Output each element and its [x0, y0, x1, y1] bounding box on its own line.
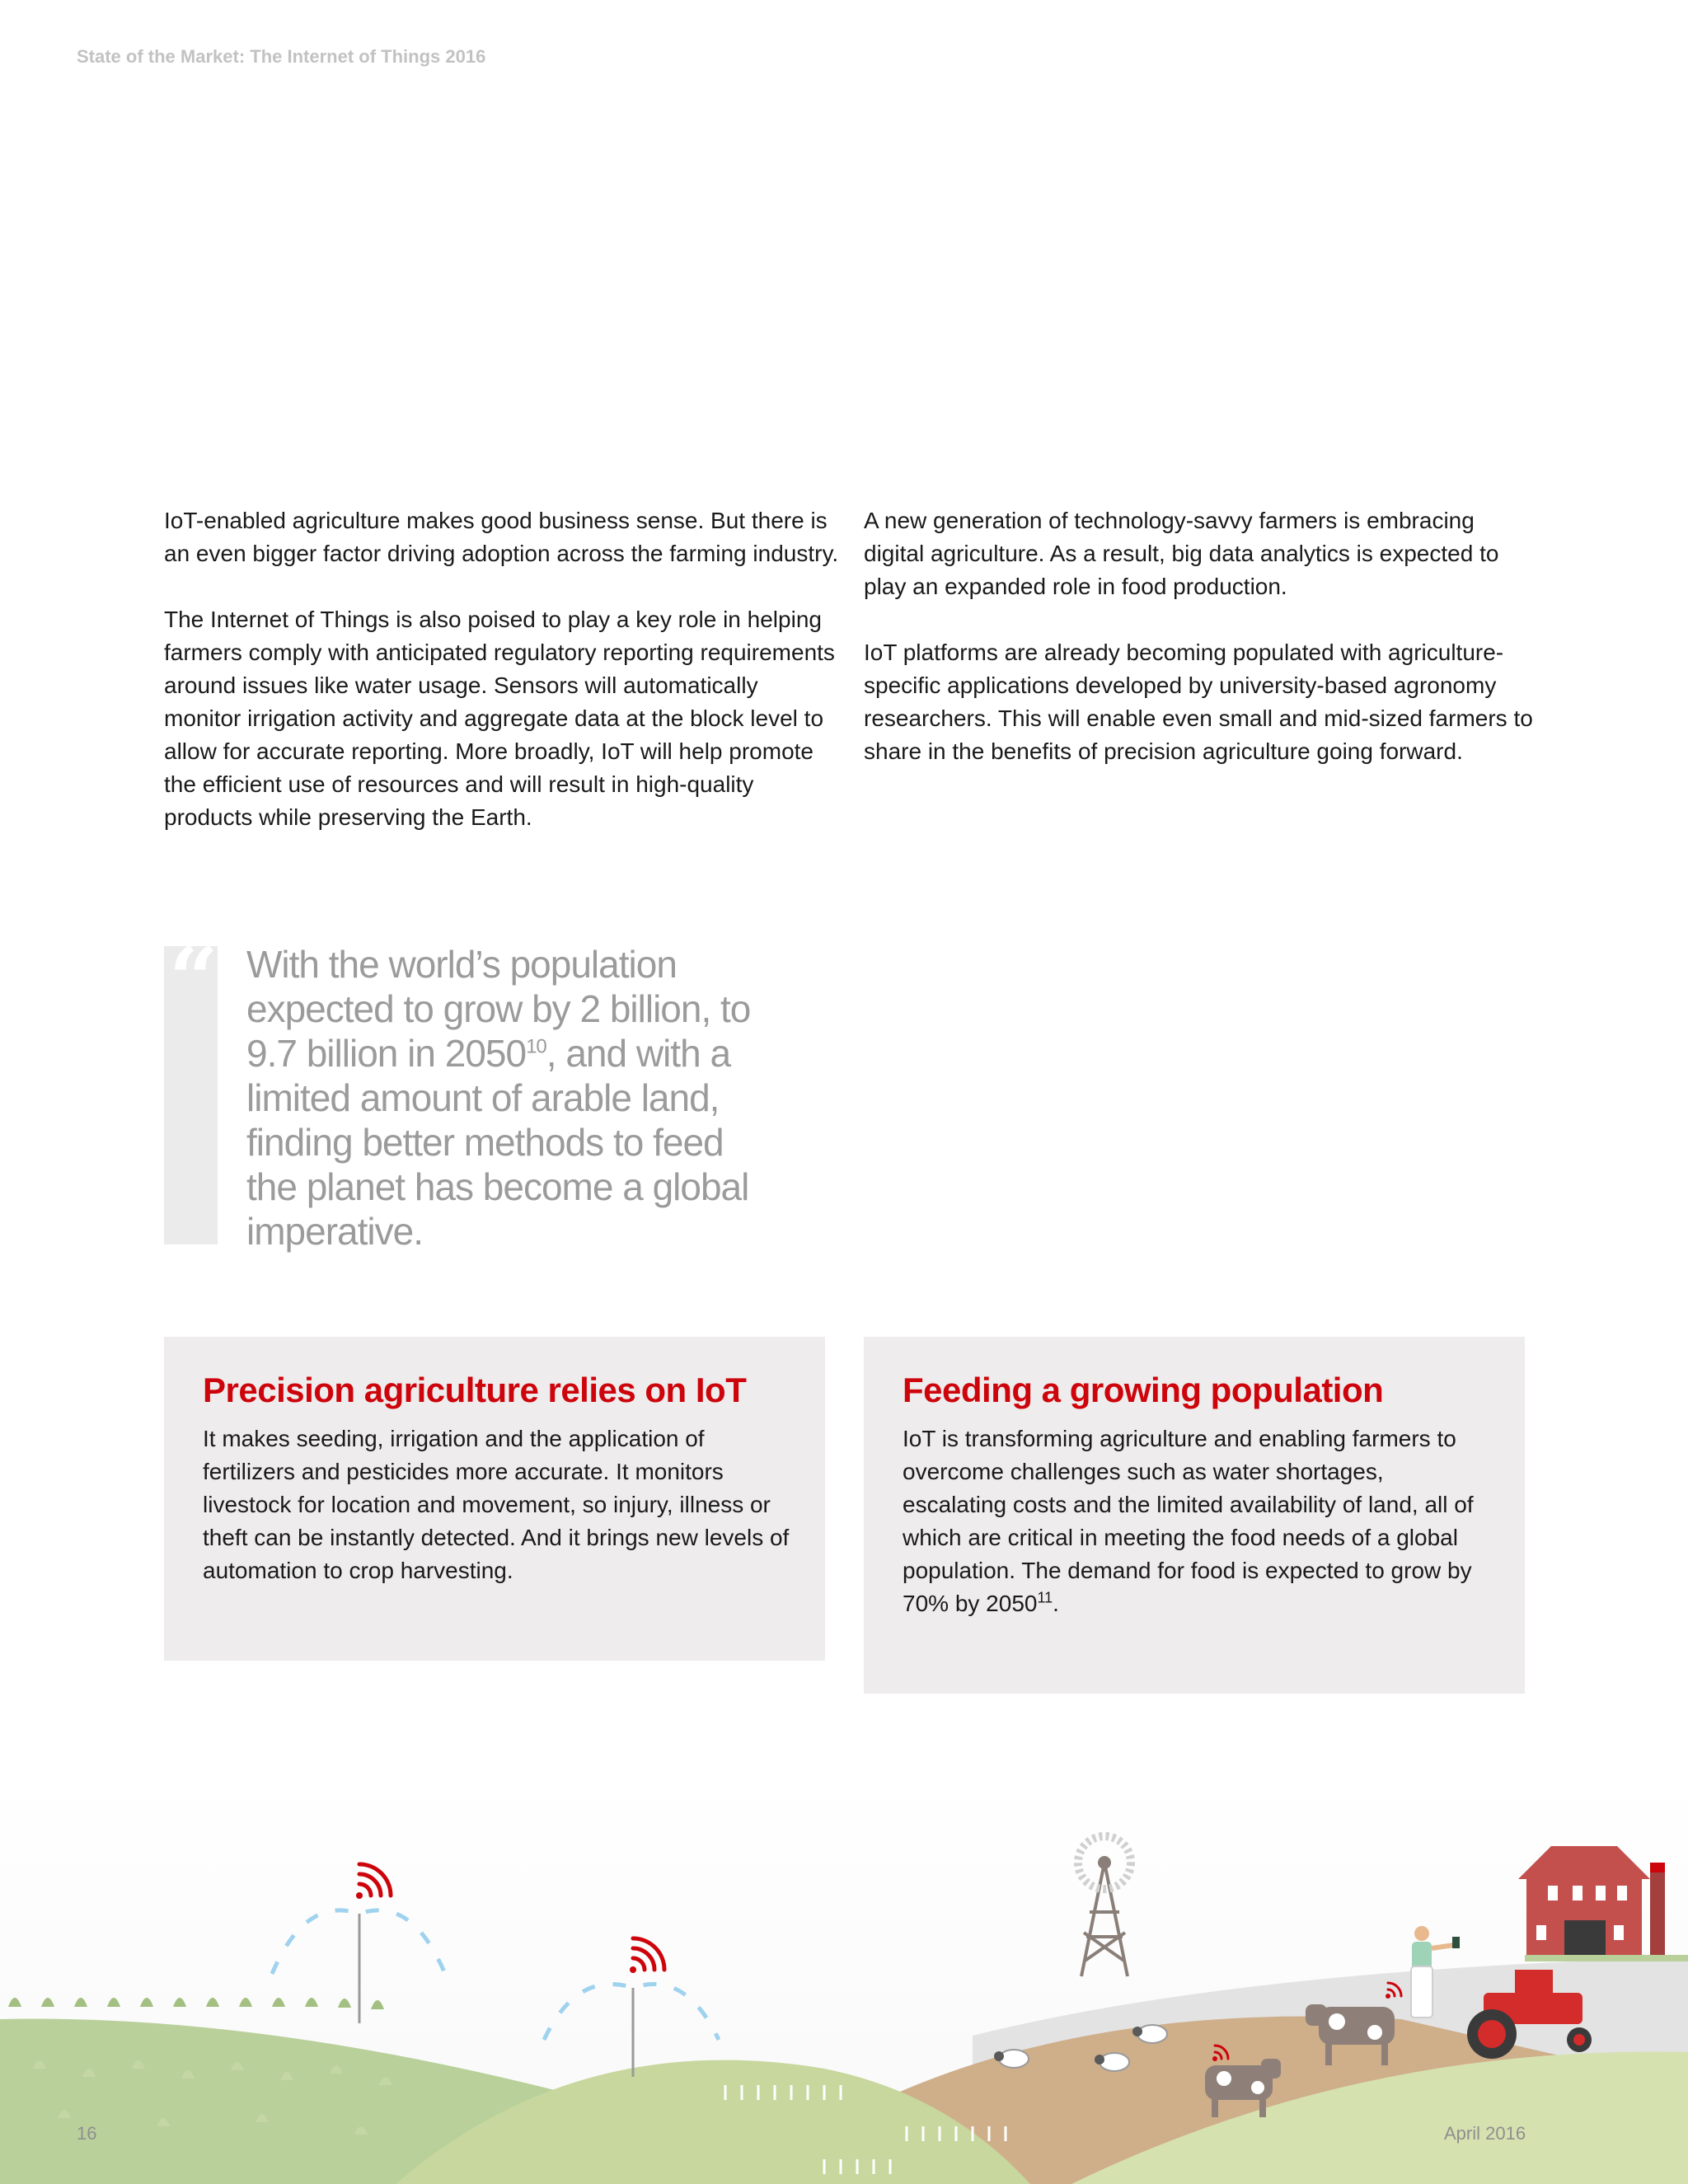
quote-mark-icon: “	[169, 928, 218, 1029]
callout-title: Feeding a growing population	[903, 1371, 1384, 1409]
footnote-ref: 11	[1037, 1589, 1053, 1606]
callout-body-end: .	[1053, 1591, 1059, 1616]
pull-quote-text: With the world’s population expected to grow by 2 billion, to 9.7 billion in 2050	[246, 943, 751, 1075]
farm-illustration	[0, 1772, 1688, 2184]
callout-body: It makes seeding, irrigation and the application of fertilizers and pesticides more accurate. It monitors livestock for location and movement, so injury, illness or theft can be instantly detected. And it brings new levels of automation to crop harvesting.	[203, 1426, 790, 1583]
running-header: State of the Market: The Internet of Things 2016	[77, 46, 486, 67]
barn-icon	[1518, 1846, 1688, 1961]
callout-title: Precision agriculture relies on IoT	[203, 1371, 747, 1409]
footnote-ref: 10	[526, 1035, 546, 1058]
pull-quote	[246, 942, 774, 1254]
right-column	[864, 504, 1540, 801]
left-column	[164, 504, 840, 867]
pull-quote-text-end: , and with a limited amount of arable land, finding better methods to feed the planet has become a global imperative.	[246, 1032, 749, 1253]
body-paragraph: A new generation of technology-savvy farmers is embracing digital agriculture. As a result, big data analytics is expected to play an expanded role in food production.	[864, 508, 1499, 599]
callout-precision-agriculture	[164, 1337, 825, 1661]
body-paragraph: IoT-enabled agriculture makes good business sense. But there is an even bigger factor driving adoption across the farming industry.	[164, 508, 839, 566]
callout-body-text: IoT is transforming agriculture and enabling farmers to overcome challenges such as water shortages, escalating costs and the limited availability of land, all of which are critical in meeting the food needs of a global population. The demand for food is expected to grow by 70% by 2050	[903, 1426, 1474, 1616]
body-paragraph: IoT platforms are already becoming populated with agriculture-specific applications developed by university-based agronomy researchers. This will enable even small and mid-sized farmers to share in the benefits of precision agriculture going forward.	[864, 640, 1533, 764]
page-number: 16	[77, 2123, 97, 2144]
body-paragraph: The Internet of Things is also poised to play a key role in helping farmers comply with anticipated regulatory reporting requirements around issues like water usage. Sensors will automatically monitor irrigation activity and aggregate data at the block level to allow for accurate reporting. More broadly, IoT will help promote the efficient use of resources and will result in high-quality products while preserving the Earth.	[164, 607, 835, 830]
footer-date: April 2016	[1444, 2123, 1526, 2144]
callout-feeding-population	[864, 1337, 1525, 1694]
callout-body	[903, 1422, 1492, 1620]
